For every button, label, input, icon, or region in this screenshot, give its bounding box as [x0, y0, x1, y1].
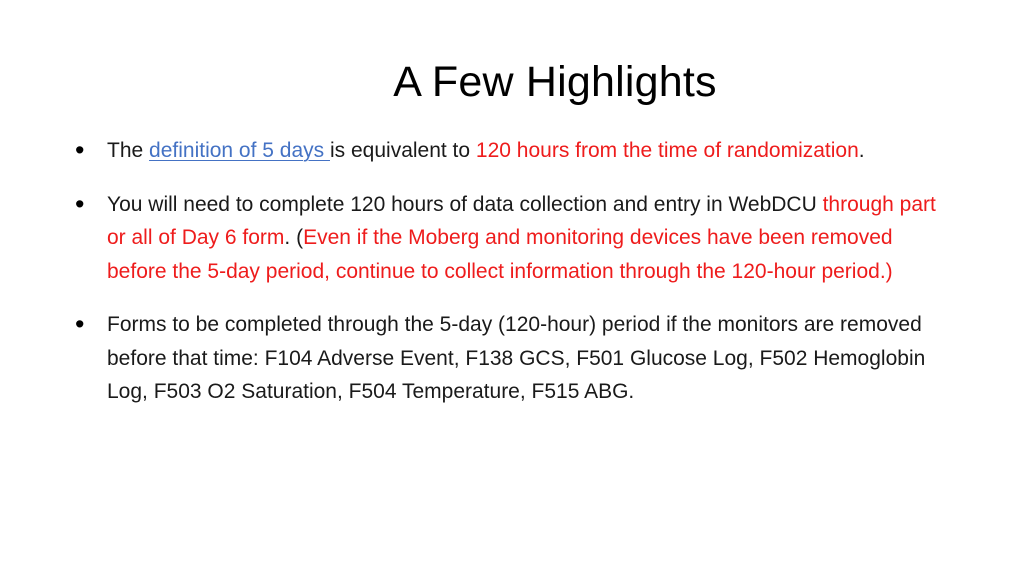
bullet-item-definition	[72, 134, 952, 168]
bullet-text: .	[858, 139, 865, 162]
bullet-text: You will need to complete 120 hours of data collection and entry in WebDCU	[107, 192, 823, 216]
definition-link[interactable]: definition of 5 days	[149, 139, 330, 162]
slide-title: A Few Highlights	[393, 58, 717, 106]
highlight-text: through part or all of Day 6 form	[107, 192, 936, 249]
bullet-text: Forms to be completed through the 5-day (120-hour) period if the monitors are removed before that time: F104 Adverse Event, F138 GCS, F501 Glucose Log, F502 Hemoglobin Log, F503 O2 Saturation, F504 Temperature, F515 ABG.	[107, 313, 926, 403]
bullet-text: is equivalent to	[329, 139, 476, 162]
bullet-item-forms	[72, 308, 952, 409]
bullet-text: . (	[284, 226, 304, 249]
highlight-text: Even if the Moberg and monitoring devices have been removed before the 5-day period, continue to collect information through the 120-hour period.)	[107, 226, 893, 283]
highlight-text: 120 hours from the time of randomization	[475, 139, 859, 162]
bullet-list	[72, 134, 952, 429]
bullet-item-data-collection	[72, 188, 952, 289]
bullet-text: The	[107, 139, 150, 162]
